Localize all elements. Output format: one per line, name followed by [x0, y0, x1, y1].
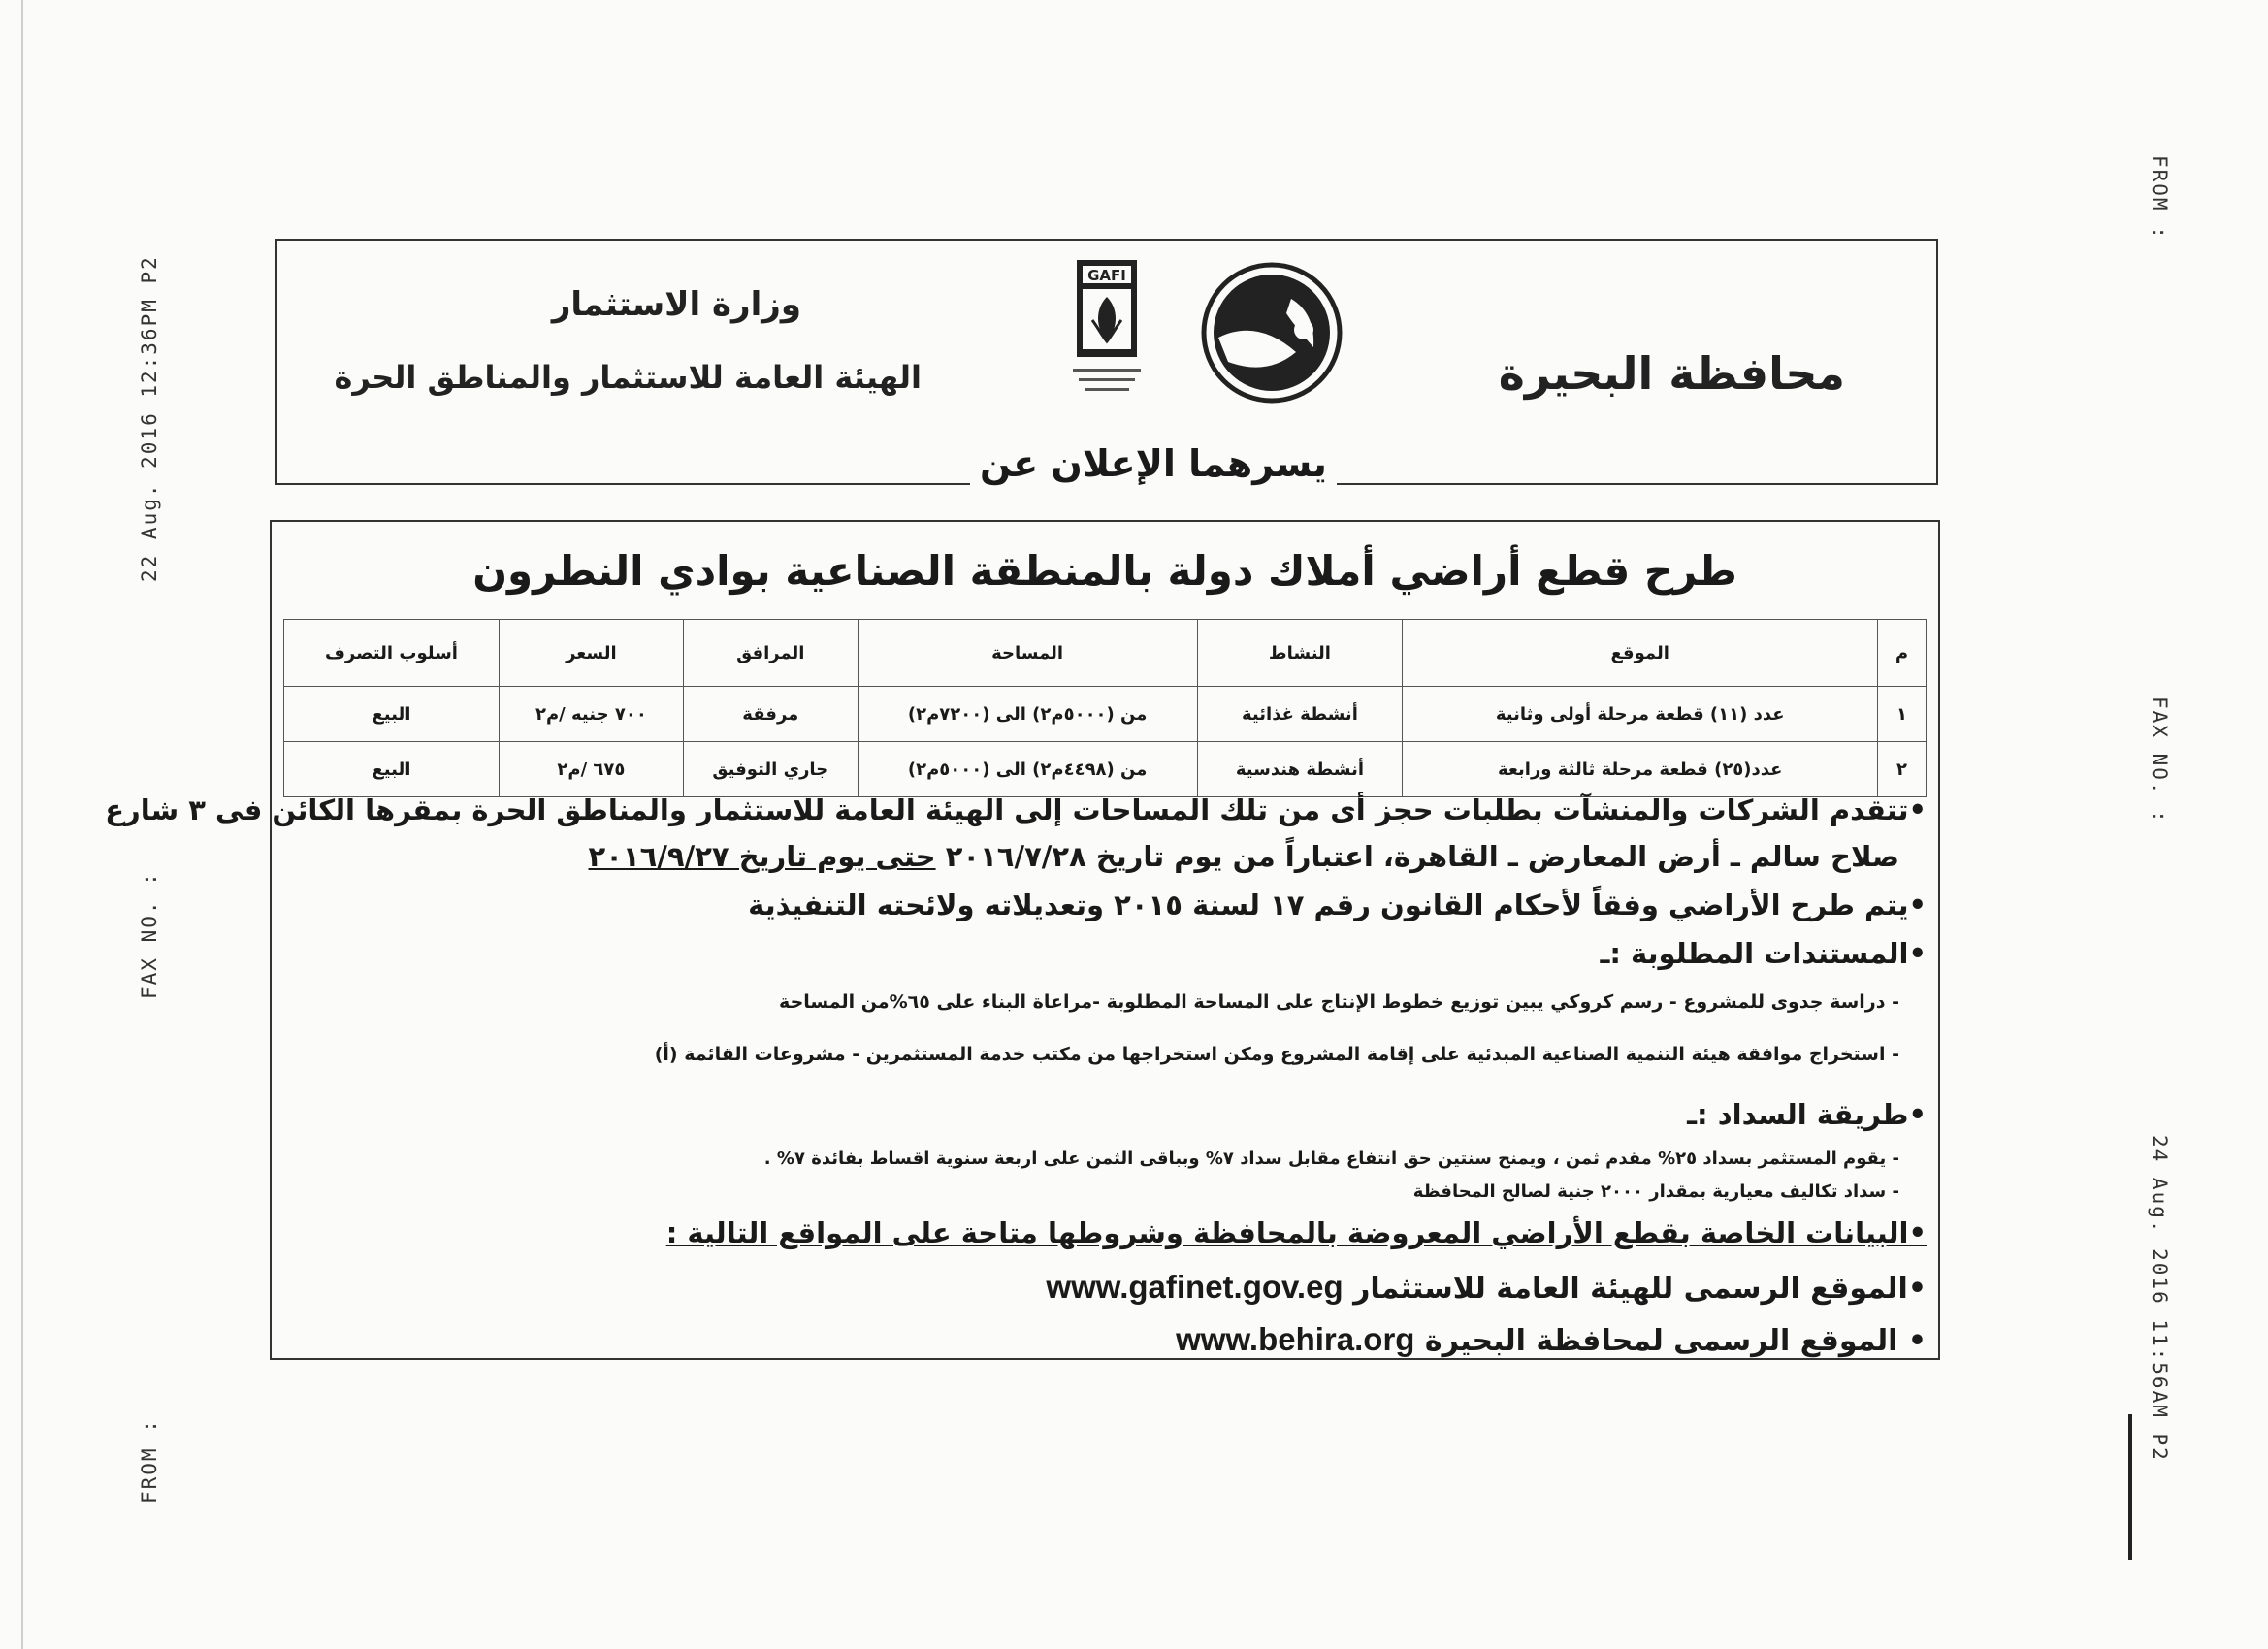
- gafi-logo-icon: [1063, 260, 1150, 415]
- table-cell: عدد (١١) قطعة مرحلة أولى وثانية: [1403, 687, 1878, 742]
- gafi-website-link[interactable]: www.gafinet.gov.eg: [1046, 1269, 1344, 1305]
- payment-item: - سداد تكاليف معيارية بمقدار ٢٠٠٠ جنية لصالح المحافظة: [1412, 1181, 1899, 1202]
- application-end-date: حتى يوم تاريخ ٢٠١٦/٩/٢٧: [588, 840, 936, 873]
- payment-item: - يقوم المستثمر بسداد ٢٥% مقدم ثمن ، ويمنح سنتين حق انتفاع مقابل سداد ٧% وبباقى الثمن على اربعة سنوية اقساط بفائدة ٧% .: [763, 1148, 1899, 1169]
- document-item: - دراسة جدوى للمشروع - رسم كروكي يبين توزيع خطوط الإنتاج على المساحة المطلوبة -مراعاة البناء على ٦٥%من المساحة: [779, 991, 1899, 1013]
- fax-from-right: FROM :: [2148, 155, 2171, 241]
- announcement-title: طرح قطع أراضي أملاك دولة بالمنطقة الصناعية بوادي النطرون: [472, 547, 1737, 595]
- fax-from-left: FROM :: [138, 1418, 161, 1504]
- authority-name: الهيئة العامة للاستثمار والمناطق الحرة: [334, 359, 922, 396]
- header-cell-disposal-method: أسلوب التصرف: [284, 620, 500, 687]
- application-start-date: صلاح سالم ـ أرض المعارض ـ القاهرة، اعتباراً من يوم تاريخ ٢٠١٦/٧/٢٨: [945, 840, 1899, 873]
- header-cell-location: الموقع: [1403, 620, 1878, 687]
- table-cell: مرفقة: [683, 687, 858, 742]
- behira-website-link[interactable]: www.behira.org: [1176, 1321, 1415, 1357]
- application-paragraph-line-2: [589, 840, 1899, 873]
- behira-website-line: [1176, 1321, 1927, 1358]
- table-row: [284, 742, 1927, 797]
- fax-timestamp-left: 22 Aug. 2016 12:36PM P2: [138, 255, 161, 582]
- announcement-tagline: يسرهما الإعلان عن: [970, 442, 1337, 485]
- law-paragraph: •يتم طرح الأراضي وفقاً لأحكام القانون رقم ١٧ لسنة ٢٠١٥ وتعديلاته ولائحته التنفيذية: [748, 889, 1927, 922]
- document-item: - استخراج موافقة هيئة التنمية الصناعية المبدئية على إقامة المشروع ومكن استخراجها من مكتب خدمة المستثمرين - مشروعات القائمة (أ): [654, 1044, 1899, 1065]
- table-cell: عدد(٢٥) قطعة مرحلة ثالثة ورابعة: [1403, 742, 1878, 797]
- header-cell-area: المساحة: [858, 620, 1197, 687]
- header-cell-activity: النشاط: [1197, 620, 1403, 687]
- table-cell: ١: [1878, 687, 1927, 742]
- table-cell: ٧٠٠ جنيه /م٢: [499, 687, 683, 742]
- header-cell-utilities: المرافق: [683, 620, 858, 687]
- fax-edge-mark: [2128, 1414, 2132, 1560]
- payment-method-title: •طريقة السداد :ـ: [1687, 1098, 1927, 1131]
- table-cell: أنشطة غذائية: [1197, 687, 1403, 742]
- required-documents-title: •المستندات المطلوبة :ـ: [1600, 937, 1927, 970]
- behira-website-label: • الموقع الرسمى لمحافظة البحيرة: [1424, 1324, 1927, 1358]
- ministry-name: وزارة الاستثمار: [551, 285, 801, 324]
- data-availability-title: •البيانات الخاصة بقطع الأراضي المعروضة بالمحافظة وشروطها متاحة على المواقع التالية :: [665, 1216, 1927, 1249]
- table-row: [284, 687, 1927, 742]
- table-cell: البيع: [284, 687, 500, 742]
- header-cell-price: السعر: [499, 620, 683, 687]
- table-cell: البيع: [284, 742, 500, 797]
- table-header-row: [284, 620, 1927, 687]
- table-cell: من (٥٠٠٠م٢) الى (٧٢٠٠م٢): [858, 687, 1197, 742]
- fax-number-right: FAX NO. :: [2148, 696, 2171, 824]
- table-cell: ٦٧٥ /م٢: [499, 742, 683, 797]
- land-plots-table: [283, 619, 1927, 797]
- svg-text:GAFI: GAFI: [1087, 267, 1126, 284]
- governorate-name: محافظة البحيرة: [1498, 347, 1845, 400]
- application-paragraph-line-1: •تتقدم الشركات والمنشآت بطلبات حجز أى من تلك المساحات إلى الهيئة العامة للاستثمار والمناطق الحرة بمقرها الكائن فى ٣ شارع: [105, 793, 1927, 826]
- page-edge-line: [21, 0, 23, 1649]
- header-cell-number: م: [1878, 620, 1927, 687]
- fax-number-left: FAX NO. :: [138, 871, 161, 999]
- gafi-website-line: [1046, 1269, 1927, 1306]
- table-cell: من (٤٤٩٨م٢) الى (٥٠٠٠م٢): [858, 742, 1197, 797]
- table-cell: أنشطة هندسية: [1197, 742, 1403, 797]
- gafi-website-label: •الموقع الرسمى للهيئة العامة للاستثمار: [1353, 1272, 1927, 1306]
- table-cell: جاري التوفيق: [683, 742, 858, 797]
- fax-timestamp-right: 24 Aug. 2016 11:56AM P2: [2148, 1135, 2171, 1462]
- behira-logo-icon: [1199, 260, 1345, 405]
- table-cell: ٢: [1878, 742, 1927, 797]
